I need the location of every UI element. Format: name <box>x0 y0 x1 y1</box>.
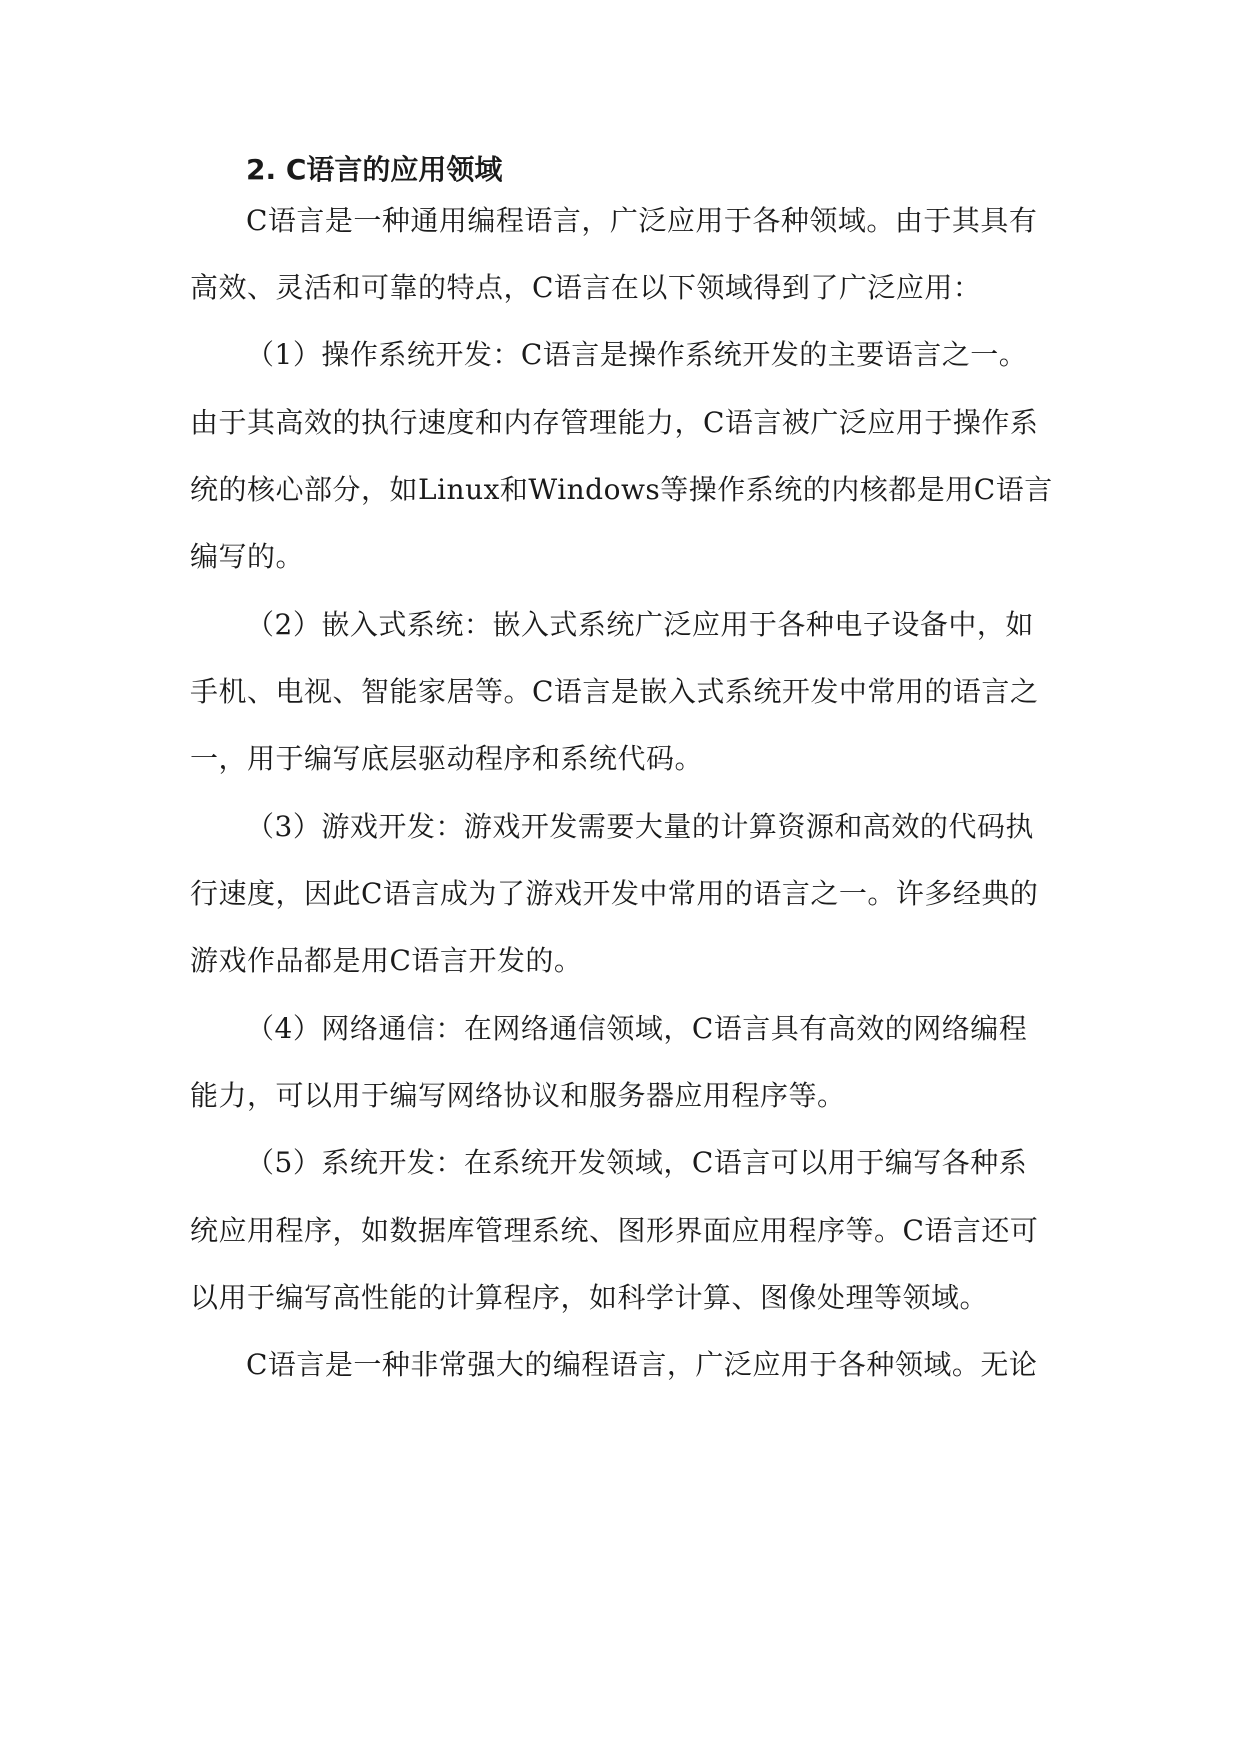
paragraph-line: 编写的。 <box>190 540 305 573</box>
paragraph-line: （2）嵌入式系统：嵌入式系统广泛应用于各种电子设备中，如 <box>246 608 1034 641</box>
paragraph-line: 行速度，因此C语言成为了游戏开发中常用的语言之一。许多经典的 <box>190 877 1039 910</box>
paragraph-line: （4）网络通信：在网络通信领域，C语言具有高效的网络编程 <box>246 1012 1028 1045</box>
paragraph-line: （3）游戏开发：游戏开发需要大量的计算资源和高效的代码执 <box>246 810 1034 843</box>
paragraph-line: 统应用程序，如数据库管理系统、图形界面应用程序等。C语言还可 <box>190 1214 1039 1247</box>
section-heading: 2. C语言的应用领域 <box>246 153 503 186</box>
paragraph-line: 一，用于编写底层驱动程序和系统代码。 <box>190 742 704 775</box>
paragraph-line: 手机、电视、智能家居等。C语言是嵌入式系统开发中常用的语言之 <box>190 675 1039 708</box>
paragraph-line: 能力，可以用于编写网络协议和服务器应用程序等。 <box>190 1079 846 1112</box>
paragraph-line: 高效、灵活和可靠的特点，C语言在以下领域得到了广泛应用： <box>190 271 982 304</box>
paragraph-line: C语言是一种非常强大的编程语言，广泛应用于各种领域。无论 <box>246 1348 1038 1381</box>
paragraph-line: 游戏作品都是用C语言开发的。 <box>190 944 583 977</box>
paragraph-line: 统的核心部分，如Linux和Windows等操作系统的内核都是用C语言 <box>190 473 1053 506</box>
paragraph-line: 由于其高效的执行速度和内存管理能力，C语言被广泛应用于操作系 <box>190 406 1039 439</box>
paragraph-line: 以用于编写高性能的计算程序，如科学计算、图像处理等领域。 <box>190 1281 989 1314</box>
paragraph-line: （1）操作系统开发：C语言是操作系统开发的主要语言之一。 <box>246 338 1028 371</box>
paragraph-line: （5）系统开发：在系统开发领域，C语言可以用于编写各种系 <box>246 1146 1028 1179</box>
paragraph-line: C语言是一种通用编程语言，广泛应用于各种领域。由于其具有 <box>246 204 1038 237</box>
